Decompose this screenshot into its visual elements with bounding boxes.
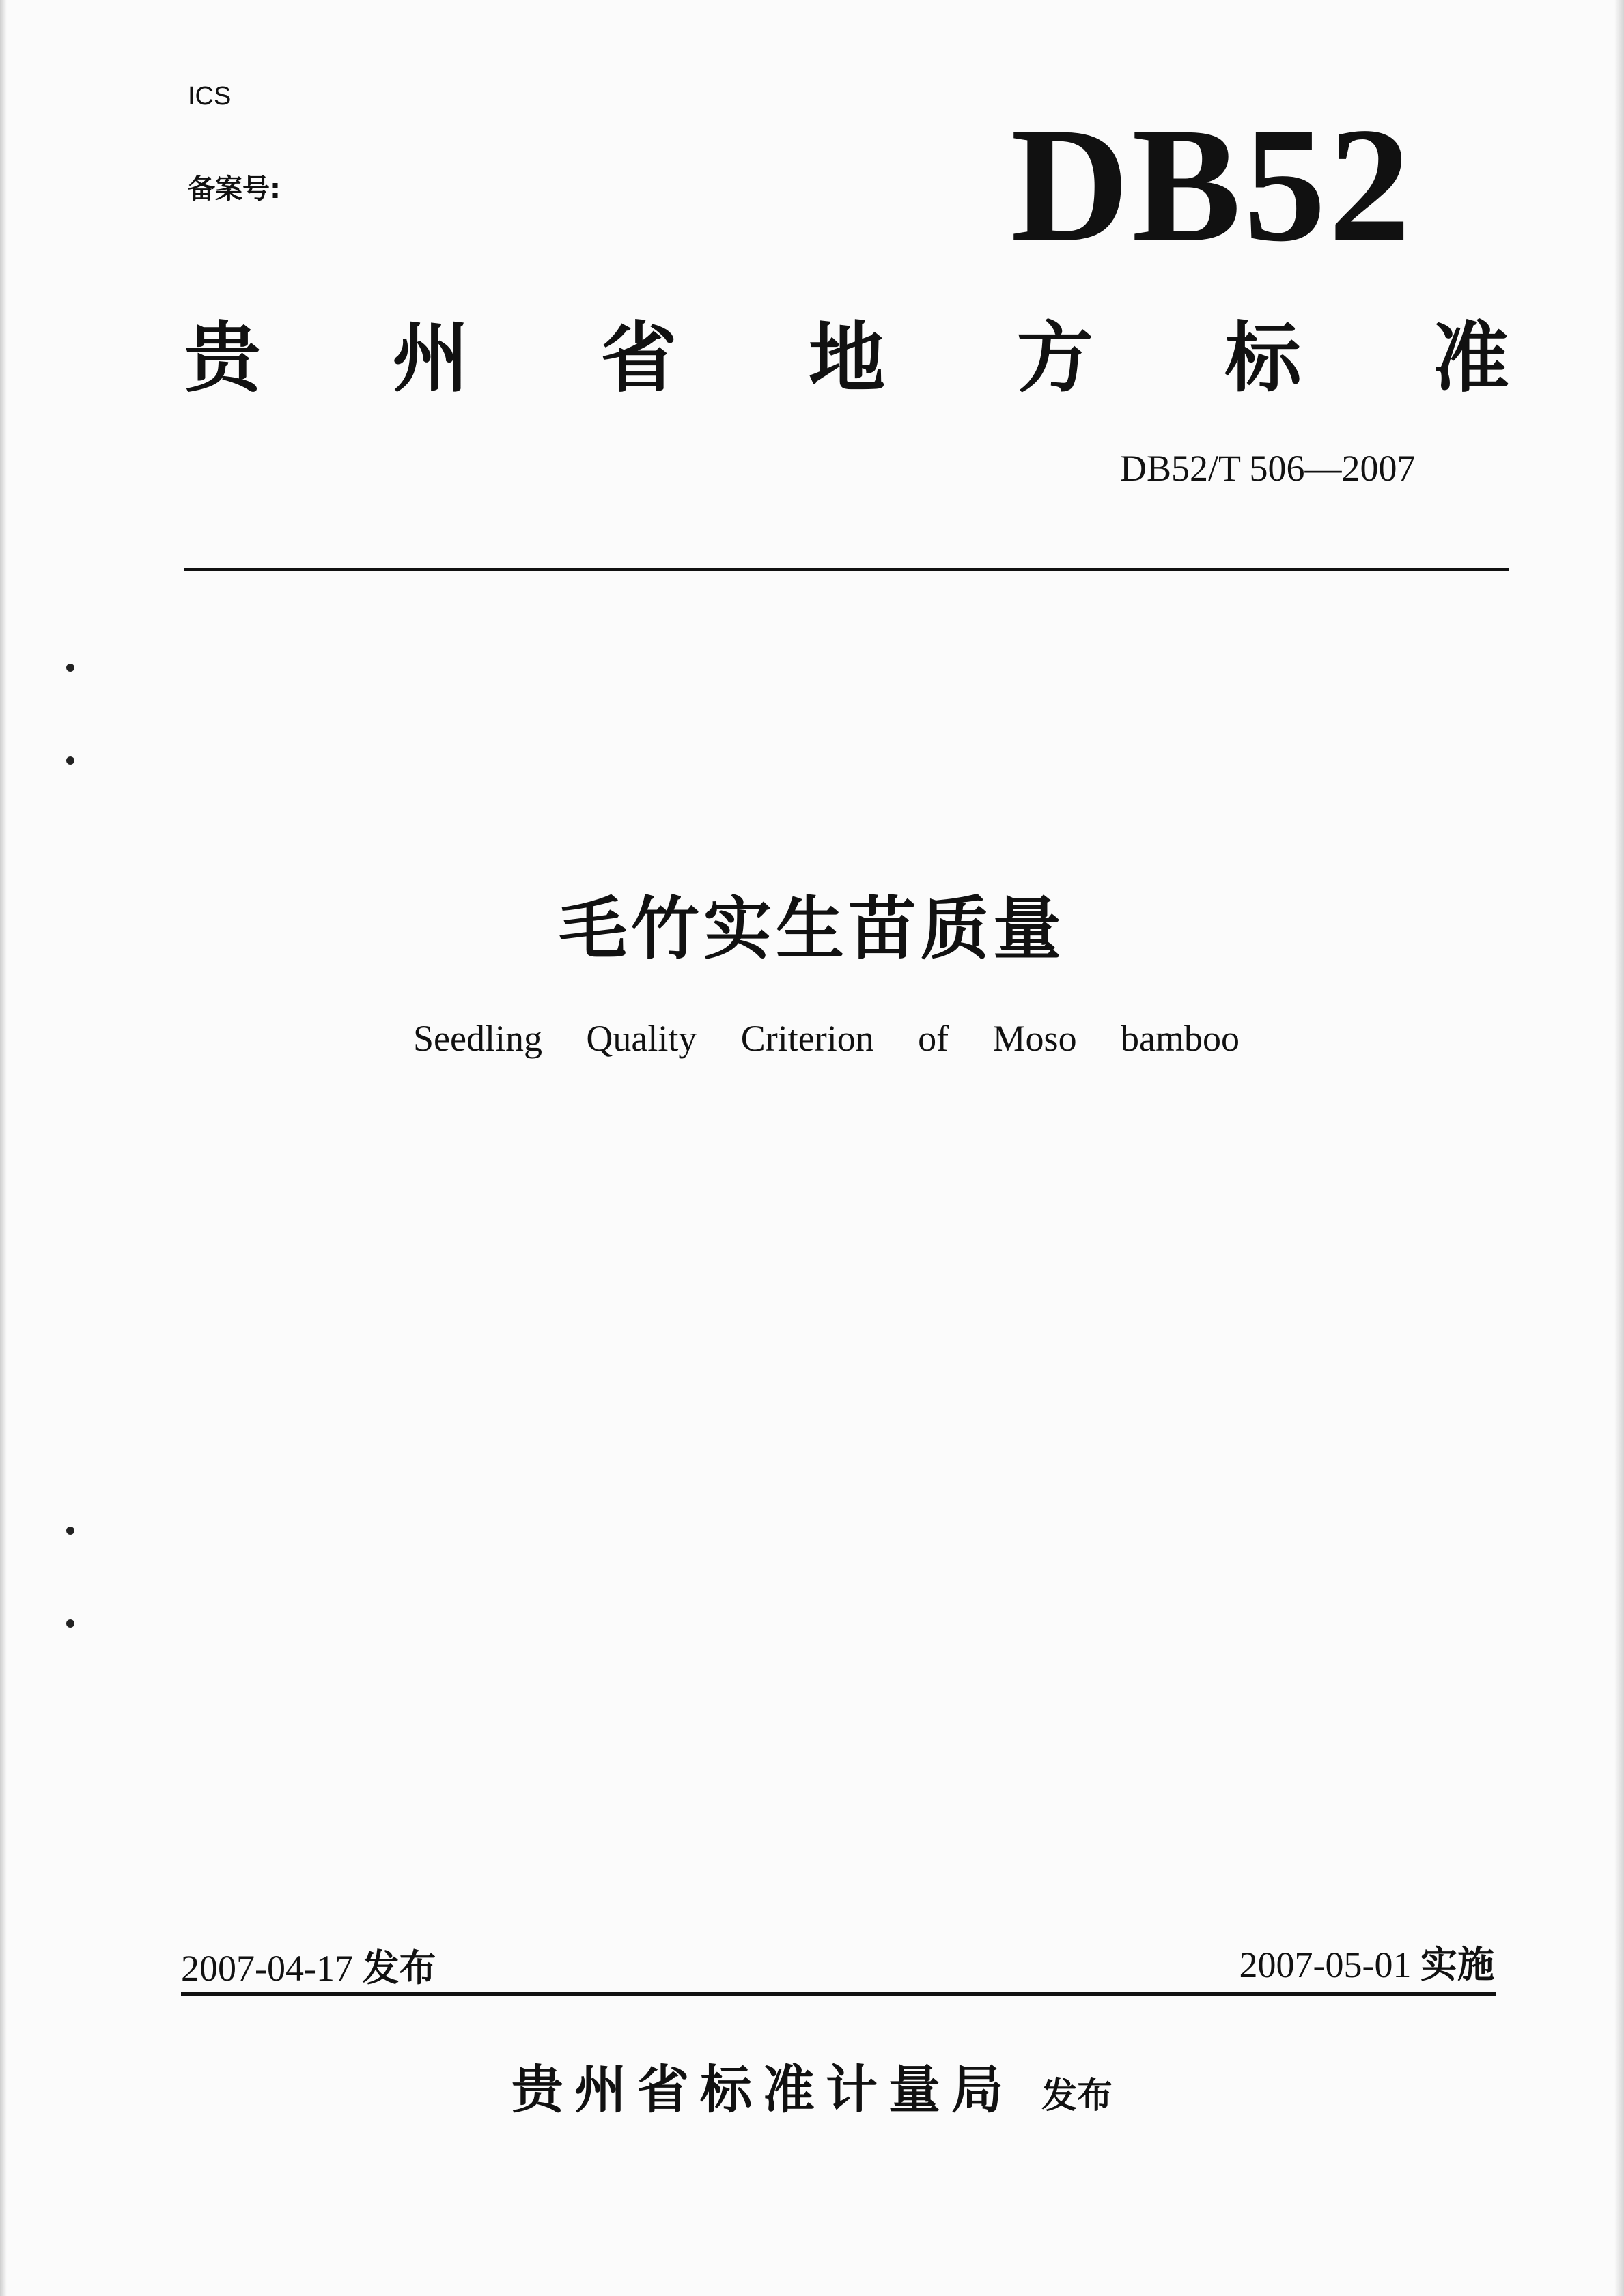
header-divider (184, 568, 1509, 571)
binding-hole-dot (66, 1527, 74, 1535)
footer-divider (181, 1992, 1496, 1996)
binding-hole-dot (66, 756, 74, 765)
standard-type-char: 省 (600, 313, 677, 403)
standard-type-char: 标 (1224, 313, 1302, 403)
title-english-word: Quality (586, 1018, 697, 1059)
issuer-organization: 贵州省标准计量局 (511, 2059, 1014, 2120)
issuer (0, 2048, 1624, 2123)
title-english-word: Moso (992, 1018, 1077, 1059)
record-number-label: 备案号: (188, 173, 281, 205)
db-code: DB52 (1011, 94, 1414, 275)
ics-label: ICS (188, 82, 232, 111)
scan-edge-right (1614, 0, 1624, 2296)
publish-date-value: 2007-04-17 (181, 1948, 353, 1989)
standard-type-char: 准 (1432, 313, 1509, 403)
standard-type-char: 地 (808, 313, 885, 403)
title-english-word: Criterion (740, 1018, 874, 1059)
implement-date (1240, 1936, 1494, 1988)
implement-date-label: 实施 (1420, 1943, 1494, 1986)
binding-hole-dot (66, 664, 74, 672)
standard-type-char: 州 (392, 313, 469, 403)
standard-type-char: 贵 (184, 313, 261, 403)
publish-date (181, 1939, 436, 1992)
standard-number: DB52/T 506—2007 (1120, 448, 1416, 489)
title-english-word: Seedling (413, 1018, 542, 1059)
title-english (413, 1017, 1240, 1060)
scan-edge-left (0, 0, 7, 2296)
binding-hole-dot (66, 1619, 74, 1628)
standard-type-char: 方 (1016, 313, 1093, 403)
implement-date-value: 2007-05-01 (1239, 1944, 1412, 1985)
publish-date-label: 发布 (362, 1946, 436, 1989)
standard-type-heading (184, 300, 1509, 403)
title-chinese: 毛竹实生苗质量 (559, 889, 1065, 969)
issuer-action: 发布 (1041, 2075, 1112, 2116)
title-english-word: of (918, 1018, 949, 1059)
title-english-word: bamboo (1120, 1018, 1240, 1059)
